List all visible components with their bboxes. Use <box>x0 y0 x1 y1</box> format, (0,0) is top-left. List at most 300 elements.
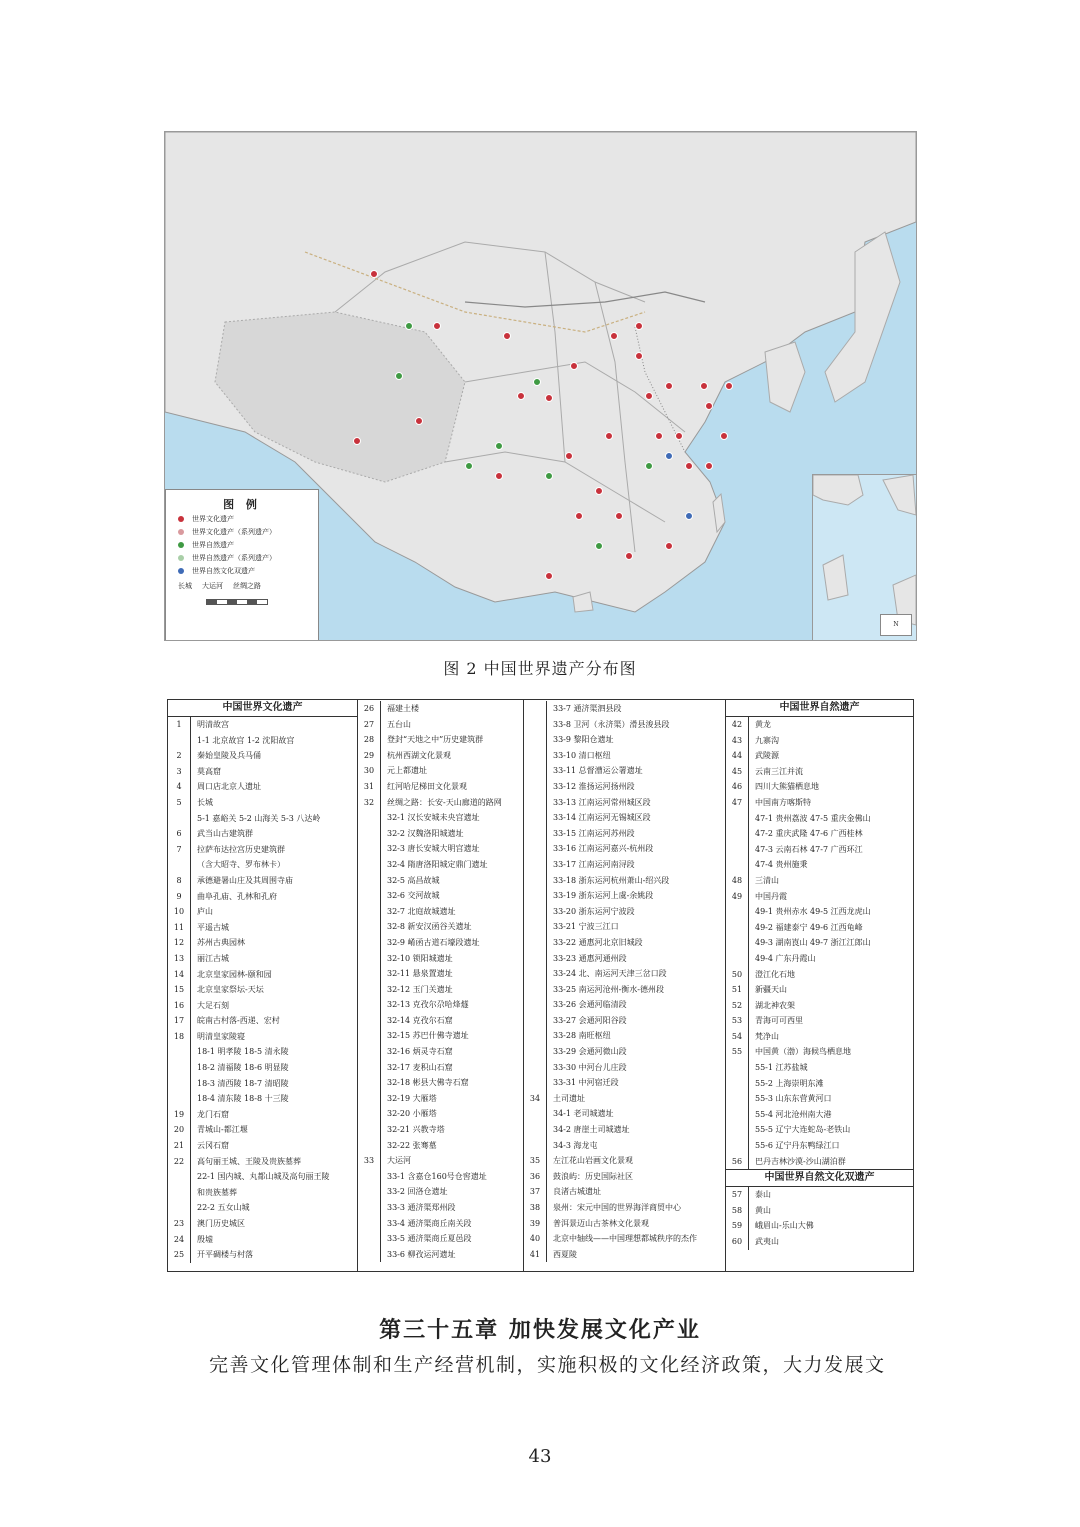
site-number <box>524 826 547 842</box>
site-name: 5-1 嘉峪关 5-2 山海关 5-3 八达岭 <box>197 813 321 823</box>
heritage-site-marker <box>370 270 378 278</box>
site-name: 32-1 汉长安城未央宫遗址 <box>387 813 480 823</box>
site-name: 18-2 清福陵 18-6 明显陵 <box>197 1063 289 1073</box>
heritage-site-marker <box>570 362 578 370</box>
site-name: 33-21 宁波三江口 <box>553 922 619 932</box>
table-row <box>524 966 725 982</box>
site-number <box>726 904 749 920</box>
table-row <box>524 1247 725 1263</box>
table-row <box>726 764 913 780</box>
site-number: 26 <box>358 701 381 717</box>
map-legend <box>165 489 319 641</box>
table-row <box>168 935 357 951</box>
site-name: 普洱景迈山古茶林文化景观 <box>553 1218 649 1228</box>
table-row <box>524 1169 725 1185</box>
heritage-site-marker <box>465 462 473 470</box>
site-name: 32-13 克孜尔尕哈烽燧 <box>387 1000 469 1010</box>
site-name: 明清皇家陵寝 <box>197 1031 245 1041</box>
site-number <box>358 935 381 951</box>
site-name: 莫高窟 <box>197 766 221 776</box>
table-row <box>358 748 523 764</box>
site-number: 51 <box>726 982 749 998</box>
site-number: 59 <box>726 1218 749 1234</box>
site-name: 33-15 江南运河苏州段 <box>553 828 635 838</box>
site-number <box>358 951 381 967</box>
table-row <box>524 1153 725 1169</box>
table-row <box>168 717 357 733</box>
site-number: 8 <box>168 873 191 889</box>
table-row <box>524 1231 725 1247</box>
table-row <box>168 1013 357 1029</box>
site-number <box>726 1138 749 1154</box>
site-number: 21 <box>168 1138 191 1154</box>
table-row <box>524 1138 725 1154</box>
site-name: 32-4 隋唐洛阳城定鼎门遗址 <box>387 859 488 869</box>
site-number <box>358 1091 381 1107</box>
table-row <box>524 1200 725 1216</box>
site-name: 55-5 辽宁大连蛇岛-老铁山 <box>755 1125 851 1135</box>
site-name: 33-29 会通河微山段 <box>553 1047 627 1057</box>
site-name: 33-23 通惠河通州段 <box>553 953 627 963</box>
chapter-title: 第三十五章 加快发展文化产业 <box>379 1317 701 1343</box>
site-name: 49-1 贵州赤水 49-5 江西龙虎山 <box>755 907 871 917</box>
site-number: 25 <box>168 1247 191 1263</box>
table-row <box>168 842 357 858</box>
table-row <box>524 1184 725 1200</box>
table-row <box>524 810 725 826</box>
site-number <box>358 966 381 982</box>
heritage-site-marker <box>665 542 673 550</box>
site-number: 50 <box>726 967 749 983</box>
site-number: 9 <box>168 889 191 905</box>
site-number <box>726 935 749 951</box>
table-row <box>358 1075 523 1091</box>
site-number <box>168 811 191 827</box>
site-name: 殷墟 <box>197 1234 213 1244</box>
heritage-site-marker <box>575 512 583 520</box>
table-row <box>524 888 725 904</box>
site-number <box>726 920 749 936</box>
site-name: 32-12 玉门关遗址 <box>387 984 453 994</box>
table-row <box>524 1106 725 1122</box>
scale-bar <box>206 599 268 605</box>
site-number: 17 <box>168 1013 191 1029</box>
heritage-site-marker <box>705 402 713 410</box>
heritage-site-marker <box>615 512 623 520</box>
site-number <box>524 1060 547 1076</box>
site-number <box>524 935 547 951</box>
legend-marker-icon <box>178 542 184 548</box>
site-name: 33-10 清口枢纽 <box>553 750 611 760</box>
site-number <box>726 1060 749 1076</box>
site-number: 29 <box>358 748 381 764</box>
site-name: 黄山 <box>755 1205 771 1215</box>
table-row <box>524 826 725 842</box>
table-row <box>524 732 725 748</box>
table-row <box>524 904 725 920</box>
table-row <box>726 1091 913 1107</box>
site-name: 32-5 高昌故城 <box>387 875 440 885</box>
site-number <box>726 1076 749 1092</box>
site-name: 33-7 通济渠泗县段 <box>553 704 622 713</box>
site-name: 四川大熊猫栖息地 <box>755 782 819 792</box>
table-row <box>358 873 523 889</box>
site-name: 32-10 锁阳城遗址 <box>387 953 453 963</box>
site-number <box>524 1028 547 1044</box>
legend-item <box>178 538 318 551</box>
site-name: 九寨沟 <box>755 735 779 745</box>
site-number: 52 <box>726 998 749 1014</box>
site-name: 47-1 贵州荔波 47-5 重庆金佛山 <box>755 813 871 823</box>
table-row <box>358 1013 523 1029</box>
table-row <box>358 1231 523 1247</box>
heritage-site-marker <box>595 487 603 495</box>
site-number <box>358 997 381 1013</box>
site-number <box>358 1247 381 1263</box>
site-name: 红河哈尼梯田文化景观 <box>387 781 467 791</box>
site-name: 32-16 炳灵寺石窟 <box>387 1047 453 1057</box>
site-name: 32-19 大雁塔 <box>387 1093 437 1103</box>
site-name: 1-1 北京故宫 1-2 沈阳故宫 <box>197 735 295 745</box>
site-number: 12 <box>168 935 191 951</box>
site-name: 47-3 云南石林 47-7 广西环江 <box>755 844 863 854</box>
site-number: 49 <box>726 889 749 905</box>
site-number <box>524 904 547 920</box>
site-name: 大运河 <box>387 1156 411 1166</box>
site-number: 60 <box>726 1234 749 1250</box>
table-row <box>168 951 357 967</box>
site-name: 33-13 江南运河常州城区段 <box>553 797 651 807</box>
table-row <box>524 795 725 811</box>
site-name: 中国丹霞 <box>755 891 787 901</box>
heritage-site-marker <box>645 462 653 470</box>
table-row <box>358 763 523 779</box>
site-name: 武当山古建筑群 <box>197 829 253 839</box>
table-row <box>726 733 913 749</box>
site-name: 32-9 崤函古道石壕段遗址 <box>387 937 480 947</box>
site-number: 19 <box>168 1107 191 1123</box>
table-row <box>726 1218 913 1234</box>
table-row <box>726 1013 913 1029</box>
site-name: 33-22 通惠河北京旧城段 <box>553 937 643 947</box>
legend-item <box>178 564 318 577</box>
site-name: 49-4 广东丹霞山 <box>755 953 816 963</box>
table-row <box>358 1106 523 1122</box>
site-number <box>524 1013 547 1029</box>
table-row <box>524 1060 725 1076</box>
site-number <box>524 1044 547 1060</box>
site-number: 47 <box>726 795 749 811</box>
site-number <box>358 1122 381 1138</box>
site-number <box>358 982 381 998</box>
site-name: 18-4 清东陵 18-8 十三陵 <box>197 1094 289 1104</box>
site-name: 曲阜孔庙、孔林和孔府 <box>197 891 277 901</box>
site-name: 青海可可西里 <box>755 1016 803 1026</box>
heritage-site-marker <box>700 382 708 390</box>
site-number <box>524 951 547 967</box>
site-number: 56 <box>726 1154 749 1170</box>
heritage-site-marker <box>565 452 573 460</box>
site-name: 大足石刻 <box>197 1000 229 1010</box>
table-row <box>168 826 357 842</box>
table-row <box>358 951 523 967</box>
site-name: 47-2 重庆武隆 47-6 广西桂林 <box>755 829 863 839</box>
table-row <box>726 1107 913 1123</box>
site-number <box>358 1028 381 1044</box>
heritage-site-marker <box>595 542 603 550</box>
site-number <box>358 1184 381 1200</box>
table-row <box>524 763 725 779</box>
table-row <box>168 795 357 811</box>
table-row <box>524 748 725 764</box>
table-row <box>726 1234 913 1250</box>
site-number: 37 <box>524 1184 547 1200</box>
site-name: 32-11 悬泉置遗址 <box>387 969 453 979</box>
legend-title: 图 例 <box>223 498 261 511</box>
table-row <box>524 873 725 889</box>
heritage-site-marker <box>685 512 693 520</box>
table-row <box>726 1203 913 1219</box>
site-name: 新疆天山 <box>755 985 787 995</box>
site-number <box>726 826 749 842</box>
south-china-sea-inset <box>812 474 916 640</box>
site-number <box>524 1138 547 1154</box>
heritage-site-marker <box>665 382 673 390</box>
site-number: 4 <box>168 779 191 795</box>
site-number: 14 <box>168 967 191 983</box>
site-number <box>168 1044 191 1060</box>
site-name: 32-3 唐长安城大明宫遗址 <box>387 844 480 854</box>
site-name: 拉萨布达拉宫历史建筑群 <box>197 844 285 854</box>
site-name: 33-12 淮扬运河扬州段 <box>553 781 635 791</box>
site-name: 32-22 张骞墓 <box>387 1140 437 1150</box>
site-number: 41 <box>524 1247 547 1263</box>
table-row <box>726 795 913 811</box>
site-name: 34-3 海龙屯 <box>553 1140 598 1150</box>
table-row <box>726 857 913 873</box>
site-name: 18-1 明孝陵 18-5 清永陵 <box>197 1047 289 1057</box>
site-number <box>726 1091 749 1107</box>
site-name: 北京皇家祭坛-天坛 <box>197 985 264 995</box>
site-number: 28 <box>358 732 381 748</box>
site-name: 秦始皇陵及兵马俑 <box>197 751 261 761</box>
site-name: 庐山 <box>197 907 213 917</box>
table-row <box>358 732 523 748</box>
site-name: 33-8 卫河（永济渠）滑县浚县段 <box>553 719 670 729</box>
legend-line-great-wall: 长城 <box>178 582 192 590</box>
heritage-site-marker <box>415 417 423 425</box>
table-row <box>168 1060 357 1076</box>
table-row <box>168 1076 357 1092</box>
site-name: 33-19 浙东运河上虞-余姚段 <box>553 891 654 901</box>
table-row <box>524 841 725 857</box>
legend-label: 世界自然文化双遗产 <box>192 566 255 575</box>
table-row <box>168 904 357 920</box>
site-number: 2 <box>168 748 191 764</box>
site-number <box>524 1075 547 1091</box>
heritage-distribution-map <box>164 131 917 641</box>
table-row <box>168 1169 357 1185</box>
table-row <box>168 1138 357 1154</box>
table-row <box>168 764 357 780</box>
heritage-site-marker <box>635 322 643 330</box>
mixed-header: 中国世界自然文化双遗产 <box>726 1169 913 1187</box>
site-number: 33 <box>358 1153 381 1169</box>
site-number <box>524 732 547 748</box>
site-name: 武陵源 <box>755 751 779 761</box>
heritage-site-marker <box>395 372 403 380</box>
heritage-site-marker <box>503 332 511 340</box>
site-name: 左江花山岩画文化景观 <box>553 1156 633 1166</box>
site-number <box>358 1231 381 1247</box>
site-name: 承德避暑山庄及其周围寺庙 <box>197 875 293 885</box>
site-name: 北京皇家园林-颐和园 <box>197 969 272 979</box>
site-number <box>168 1185 191 1201</box>
site-number: 6 <box>168 826 191 842</box>
table-row <box>524 717 725 733</box>
table-row <box>168 733 357 749</box>
natural-header: 中国世界自然遗产 <box>726 700 913 717</box>
site-name: 33-14 江南运河无锡城区段 <box>553 813 651 823</box>
site-name: 55-4 河北沧州南大港 <box>755 1109 832 1119</box>
table-row <box>726 935 913 951</box>
site-name: 丽江古城 <box>197 953 229 963</box>
site-number <box>524 1122 547 1138</box>
site-name: 中国黄（渤）海候鸟栖息地 <box>755 1047 851 1057</box>
site-number: 13 <box>168 951 191 967</box>
site-name: 黄龙 <box>755 720 771 729</box>
table-row <box>358 919 523 935</box>
site-name: 高句丽王城、王陵及贵族墓葬 <box>197 1156 301 1166</box>
site-name: 32-14 克孜尔石窟 <box>387 1015 453 1025</box>
cultural-col-1 <box>168 700 358 1271</box>
table-row <box>726 889 913 905</box>
site-number <box>358 1200 381 1216</box>
site-number <box>726 1122 749 1138</box>
table-row <box>524 779 725 795</box>
table-row <box>726 1138 913 1154</box>
site-name: 32-6 交河故城 <box>387 891 440 901</box>
site-number: 7 <box>168 842 191 858</box>
site-name: 三清山 <box>755 875 779 885</box>
table-row <box>524 982 725 998</box>
legend-marker-icon <box>178 555 184 561</box>
site-name: 长城 <box>197 797 213 807</box>
site-number: 57 <box>726 1187 749 1203</box>
site-name: 32-21 兴教寺塔 <box>387 1125 445 1135</box>
table-row <box>726 1187 913 1203</box>
table-row <box>524 1091 725 1107</box>
table-row <box>358 779 523 795</box>
site-name: 皖南古村落-西递、宏村 <box>197 1016 280 1026</box>
site-number: 44 <box>726 748 749 764</box>
table-row <box>168 1232 357 1248</box>
figure-caption: 图 2 中国世界遗产分布图 <box>443 659 637 678</box>
heritage-site-marker <box>545 572 553 580</box>
heritage-site-marker <box>720 432 728 440</box>
site-name: 18-3 清西陵 18-7 清昭陵 <box>197 1078 289 1088</box>
site-number: 54 <box>726 1029 749 1045</box>
site-number <box>524 810 547 826</box>
legend-line-grand-canal: 大运河 <box>202 582 223 590</box>
site-number <box>358 1044 381 1060</box>
site-name: 澳门历史城区 <box>197 1219 245 1228</box>
heritage-site-marker <box>545 472 553 480</box>
site-number: 1 <box>168 717 191 733</box>
heritage-site-marker <box>685 462 693 470</box>
table-row <box>358 1044 523 1060</box>
site-name: 34-1 老司城遗址 <box>553 1109 614 1119</box>
table-row <box>524 701 725 717</box>
site-name: 32-8 新安汉函谷关遗址 <box>387 922 472 932</box>
site-name: 49-2 福建泰宁 49-6 江西龟峰 <box>755 922 863 932</box>
table-row <box>168 982 357 998</box>
table-row <box>726 842 913 858</box>
table-row <box>168 1154 357 1170</box>
site-number <box>358 1138 381 1154</box>
heritage-site-marker <box>635 352 643 360</box>
site-name: 32-17 麦积山石窟 <box>387 1062 453 1072</box>
site-number <box>726 857 749 873</box>
table-row <box>726 826 913 842</box>
site-name: 中国南方喀斯特 <box>755 797 811 807</box>
site-name: 峨眉山-乐山大佛 <box>755 1221 814 1231</box>
site-name: 55-1 江苏盐城 <box>755 1063 808 1073</box>
site-name: 33-4 通济渠商丘南关段 <box>387 1218 472 1228</box>
site-name: 32-2 汉魏洛阳城遗址 <box>387 828 464 838</box>
site-name: 鼓浪屿：历史国际社区 <box>553 1171 633 1181</box>
site-name: 33-30 中河台儿庄段 <box>553 1062 627 1072</box>
site-number: 3 <box>168 764 191 780</box>
legend-label: 世界文化遗产（系列遗产） <box>192 527 276 536</box>
site-number: 38 <box>524 1200 547 1216</box>
page-number: 43 <box>528 1446 552 1467</box>
table-row <box>358 904 523 920</box>
site-number: 42 <box>726 717 749 733</box>
site-number <box>168 1076 191 1092</box>
site-name: （含大昭寺、罗布林卡） <box>197 860 285 870</box>
site-number: 40 <box>524 1231 547 1247</box>
table-row <box>524 997 725 1013</box>
site-name: 福建土楼 <box>387 704 419 713</box>
heritage-site-marker <box>533 378 541 386</box>
table-row <box>168 873 357 889</box>
legend-label: 世界自然遗产 <box>192 540 234 549</box>
site-name: 22-1 国内城、丸都山城及高句丽王陵 <box>197 1172 330 1182</box>
site-name: 33-26 会通河临清段 <box>553 1000 627 1010</box>
table-row <box>358 826 523 842</box>
site-number: 30 <box>358 763 381 779</box>
site-name: 良渚古城遗址 <box>553 1187 601 1197</box>
site-number <box>524 763 547 779</box>
site-number: 20 <box>168 1122 191 1138</box>
site-number <box>168 1091 191 1107</box>
site-number <box>726 811 749 827</box>
site-name: 22-2 五女山城 <box>197 1203 250 1213</box>
legend-marker-icon <box>178 529 184 535</box>
site-name: 33-18 浙东运河杭州萧山-绍兴段 <box>553 875 670 885</box>
table-row <box>168 889 357 905</box>
site-number <box>524 966 547 982</box>
table-row <box>726 1154 913 1170</box>
site-number: 27 <box>358 717 381 733</box>
site-name: 青城山-都江堰 <box>197 1125 248 1135</box>
site-name: 开平碉楼与村落 <box>197 1250 253 1260</box>
site-number <box>358 1169 381 1185</box>
site-number: 23 <box>168 1216 191 1232</box>
site-number <box>524 795 547 811</box>
table-row <box>726 951 913 967</box>
